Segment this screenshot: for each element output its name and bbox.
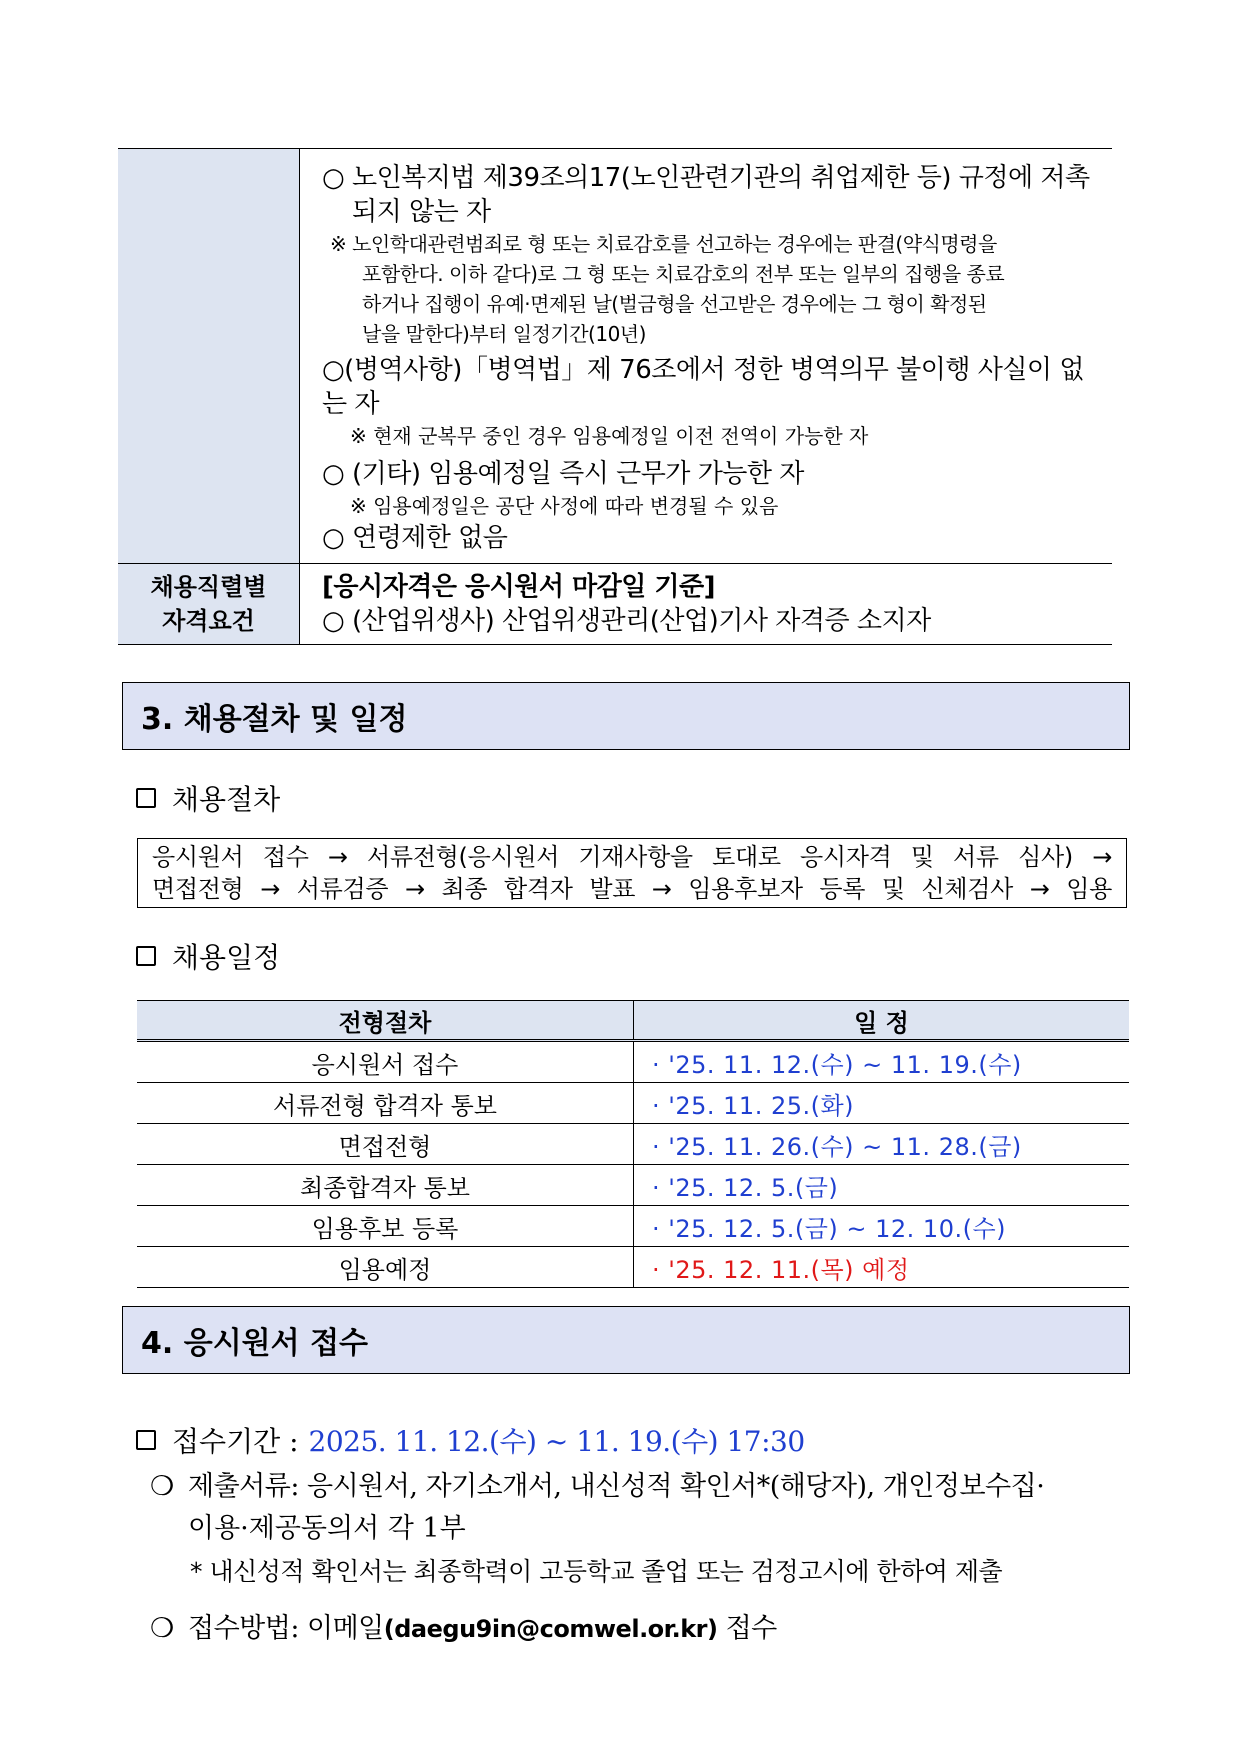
step-cell: 최종합격자 통보	[137, 1165, 634, 1206]
qualification-row-general	[118, 148, 1112, 564]
step-cell: 임용예정	[137, 1247, 634, 1288]
procedure-heading	[136, 778, 280, 818]
step-cell: 임용후보 등록	[137, 1206, 634, 1247]
table-row	[137, 1247, 1129, 1288]
procedure-line1: 응시원서 접수 → 서류전형(응시원서 기재사항을 토대로 응시자격 및 서류 심사) →	[152, 843, 1112, 871]
welfare-law-line2: 되지 않는 자	[352, 197, 491, 227]
step-cell: 응시원서 접수	[137, 1041, 634, 1083]
period-label: 접수기간 :	[172, 1425, 299, 1458]
general-qualifications	[300, 149, 1112, 563]
military-item: ○(병역사항)「병역법」제 76조에서 정한 병역의무 불이행 사실이 없는 자	[322, 355, 1084, 419]
schedule-header-row	[137, 1001, 1129, 1041]
other-note: ※ 임용예정일은 공단 사정에 따라 변경될 수 있음	[350, 494, 779, 518]
procedure-box	[137, 838, 1127, 908]
procedure-line2: 면접전형 → 서류검증 → 최종 합격자 발표 → 임용후보자 등록 및 신체검사 → 임용	[152, 875, 1112, 903]
other-item: ○ (기타) 임용예정일 즉시 근무가 가능한 자	[322, 459, 804, 489]
documents-line2: 이용·제공동의서 각 1부	[188, 1513, 466, 1544]
abuse-note	[322, 229, 1102, 349]
documents-item	[150, 1466, 1044, 1508]
method-item	[150, 1608, 777, 1650]
period-value: 2025. 11. 12.(수) ~ 11. 19.(수) 17:30	[308, 1425, 805, 1458]
step-cell: 면접전형	[137, 1124, 634, 1165]
date-cell: · '25. 12. 5.(금)	[634, 1165, 1130, 1206]
section4-header: 4. 응시원서 접수	[122, 1306, 1130, 1374]
military-note: ※ 현재 군복무 중인 경우 임용예정일 이전 전역이 가능한 자	[350, 424, 869, 448]
procedure-heading-text: 채용절차	[172, 783, 281, 816]
row-header-empty	[118, 149, 300, 563]
abuse-note-line2: 포함한다. 이하 같다)로 그 형 또는 치료감호의 전부 또는 일부의 집행을 종료	[362, 262, 1005, 286]
schedule-heading	[136, 936, 280, 976]
age-item: ○ 연령제한 없음	[322, 523, 508, 553]
section3-header: 3. 채용절차 및 일정	[122, 682, 1130, 750]
table-row	[137, 1083, 1129, 1124]
date-cell: · '25. 12. 5.(금) ~ 12. 10.(수)	[634, 1206, 1130, 1247]
email-address[interactable]: (daegu9in@comwel.or.kr)	[383, 1615, 718, 1643]
qualification-table	[118, 148, 1112, 645]
date-cell: · '25. 11. 12.(수) ~ 11. 19.(수)	[634, 1041, 1130, 1083]
checkbox-icon	[136, 788, 156, 808]
method-suffix: 접수	[725, 1613, 777, 1644]
documents-note: * 내신성적 확인서는 최종학력이 고등학교 졸업 또는 검정고시에 한하여 제출	[190, 1557, 1003, 1586]
schedule-table	[137, 1000, 1129, 1288]
step-cell: 서류전형 합격자 통보	[137, 1083, 634, 1124]
circle-bullet-icon: ❍	[150, 1471, 174, 1502]
position-qualifications	[300, 564, 1112, 644]
row-header-line1: 채용직렬별	[150, 573, 267, 601]
checkbox-icon	[136, 946, 156, 966]
circle-bullet-icon: ❍	[150, 1613, 174, 1644]
welfare-law-line1: ○ 노인복지법 제39조의17(노인관련기관의 취업제한 등) 규정에 저촉	[322, 163, 1090, 193]
checkbox-icon	[136, 1430, 156, 1450]
method-label: 접수방법: 이메일	[188, 1613, 384, 1644]
header-step: 전형절차	[137, 1001, 634, 1041]
application-period	[136, 1420, 805, 1460]
welfare-law-item	[322, 161, 1102, 229]
date-cell: · '25. 11. 25.(화)	[634, 1083, 1130, 1124]
schedule-heading-text: 채용일정	[172, 941, 281, 974]
table-row	[137, 1206, 1129, 1247]
row-header-position	[118, 564, 300, 644]
qualification-row-position	[118, 564, 1112, 645]
row-header-line2: 자격요건	[162, 607, 255, 635]
abuse-note-line1: ※ 노인학대관련범죄로 형 또는 치료감호를 선고하는 경우에는 판결(약식명령을	[330, 232, 997, 256]
date-cell-highlight: · '25. 12. 11.(목) 예정	[634, 1247, 1130, 1288]
table-row	[137, 1041, 1129, 1083]
abuse-note-line4: 날을 말한다)부터 일정기간(10년)	[362, 322, 646, 346]
documents-line1: 제출서류: 응시원서, 자기소개서, 내신성적 확인서*(해당자), 개인정보수집·	[188, 1471, 1045, 1502]
header-date: 일 정	[634, 1001, 1130, 1041]
abuse-note-line3: 하거나 집행이 유예·면제된 날(벌금형을 선고받은 경우에는 그 형이 확정된	[362, 292, 987, 316]
basis-text: [응시자격은 응시원서 마감일 기준]	[322, 572, 716, 602]
requirement-text: ○ (산업위생사) 산업위생관리(산업)기사 자격증 소지자	[322, 606, 931, 636]
date-cell: · '25. 11. 26.(수) ~ 11. 28.(금)	[634, 1124, 1130, 1165]
table-row	[137, 1124, 1129, 1165]
table-row	[137, 1165, 1129, 1206]
